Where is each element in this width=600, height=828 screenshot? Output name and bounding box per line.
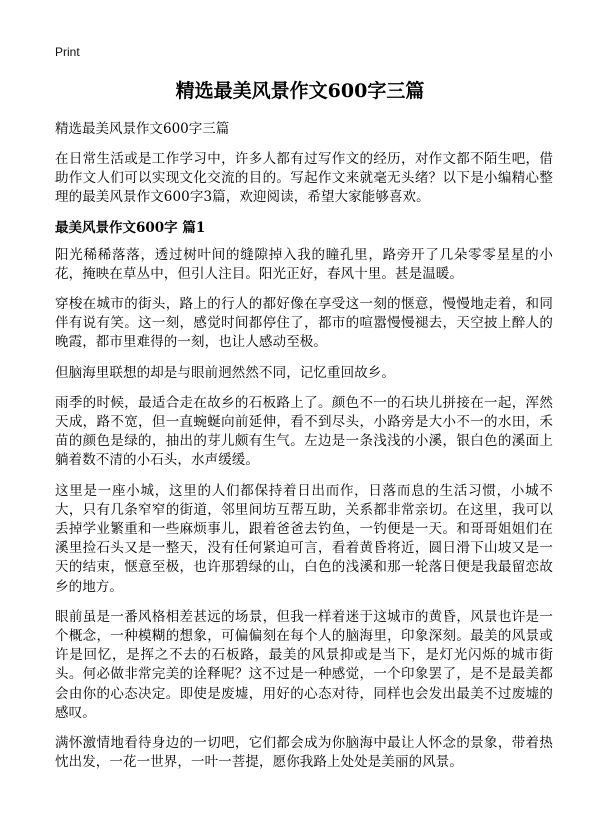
- body-paragraph-7: 满怀激情地看待身边的一切吧，它们都会成为你脑海中最让人怀念的景象，带着热忱出发，一花一世界，一叶一菩提，愿你我路上处处是美丽的风景。: [55, 735, 553, 771]
- body-paragraph-2: 穿梭在城市的街头，路上的行人的都好像在享受这一刻的惬意，慢慢地走着，和同伴有说有笑。这一刻，感觉时间都停住了，都市的喧嚣慢慢褪去，天空披上醉人的晚霞，都市里难得的一刻，也让人感动至极。: [55, 296, 553, 351]
- document-body: [55, 120, 553, 783]
- section-heading: 最美风景作文600字 篇1: [55, 219, 206, 236]
- body-paragraph-3: 但脑海里联想的却是与眼前迥然然不同，记忆重回故乡。: [55, 364, 395, 381]
- body-paragraph-1: 阳光稀稀落落，透过树叶间的缝隙掉入我的瞳孔里，路旁开了几朵零零星星的小花，掩映在草丛中，但引人注目。阳光正好，春风十里。甚是温暖。: [55, 246, 553, 282]
- print-label[interactable]: Print: [55, 45, 80, 59]
- document-subtitle: 精选最美风景作文600字三篇: [55, 121, 230, 137]
- body-paragraph-5: 这里是一座小城，这里的人们都保持着日出而作，日落而息的生活习惯，小城不大，只有几条窄窄的街道，邻里间坊互帮互助，关系都非常亲切。在这里，我可以丢掉学业繁重和一些麻烦事儿，跟着爸爸去钓鱼，一钓便是一天。和哥哥姐姐们在溪里捡石头又是一整天，没有任何紧迫可言，看着黄昏将近，圆日滑下山坡又是一天的结束，惬意至极，也许那碧绿的山，白色的浅溪和那一轮落日便是我最留恋故乡的地方。: [55, 482, 553, 595]
- document-title: 精选最美风景作文600字三篇: [175, 80, 425, 102]
- body-paragraph-6: 眼前虽是一番风格相差甚远的场景，但我一样着迷于这城市的黄昏，风景也许是一个概念，一种模糊的想象，可偏偏刻在每个人的脑海里，印象深刻。最美的风景或许是回忆，是挥之不去的石板路，最美的风景抑或是当下，是灯光闪烁的城市街头。何必做非常完美的诠释呢？这不过是一种感觉，一个印象罢了，是不是最美都会由你的心态决定。即使是废墟，用好的心态对待，同样也会发出最美不过废墟的感叹。: [55, 608, 553, 721]
- body-paragraph-4: 雨季的时候，最适合走在故乡的石板路上了。颜色不一的石块儿拼接在一起，浑然天成，路不宽，但一直蜿蜒向前延伸，看不到尽头，小路旁是大小不一的水田，禾苗的颜色是绿的，抽出的芽儿颇有生气。左边是一条浅浅的小溪，银白色的溪面上躺着数不清的小石头，水声缓缓。: [55, 394, 553, 469]
- intro-paragraph: 在日常生活或是工作学习中，许多人都有过写作文的经历，对作文都不陌生吧，借助作文人们可以实现文化交流的目的。写起作文来就毫无头绪？以下是小编精心整理的最美风景作文600字3篇，欢迎阅读，希望大家能够喜欢。: [55, 151, 553, 206]
